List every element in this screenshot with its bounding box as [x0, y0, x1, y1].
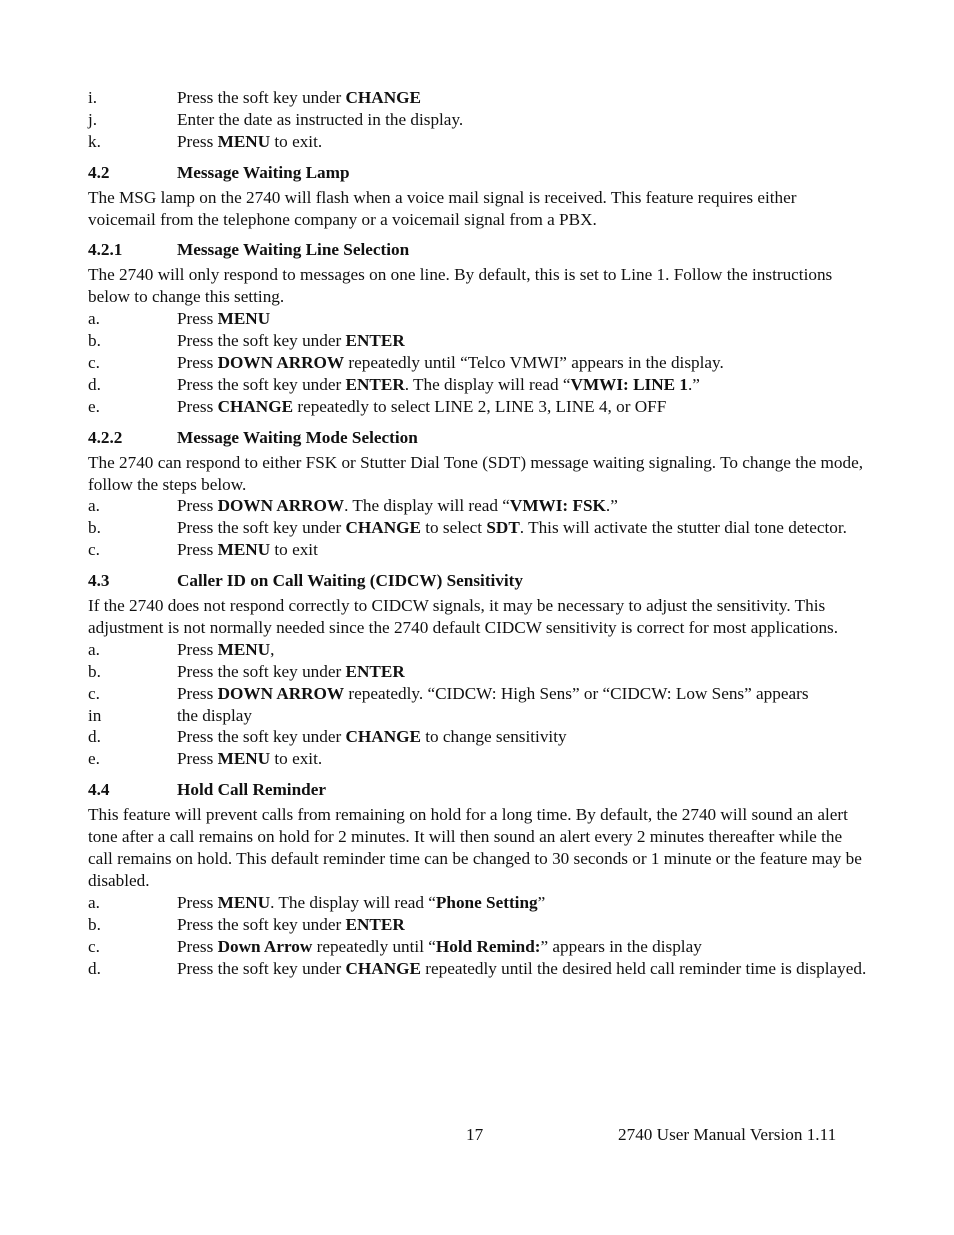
bold-term: VMWI: FSK [509, 496, 606, 516]
list-item [88, 661, 868, 683]
manual-version: 2740 User Manual Version 1.11 [618, 1125, 837, 1144]
bold-term: MENU [217, 309, 271, 329]
list-item-text [177, 705, 868, 727]
section-title: Hold Call Reminder [177, 780, 326, 800]
list-item [88, 539, 868, 561]
bold-term: CHANGE [345, 727, 421, 747]
bold-term: ENTER [345, 914, 405, 934]
list-item [88, 958, 868, 980]
section-heading [88, 239, 868, 261]
text-run: Press [177, 496, 218, 516]
list-item-text [177, 936, 868, 958]
list-item-label: b. [88, 661, 101, 681]
text-run: repeatedly to select LINE 2, LINE 3, LINE 4, or OFF [293, 396, 667, 416]
list-item-text [177, 131, 868, 153]
list-item [88, 396, 868, 418]
list-item-text [177, 726, 868, 748]
section-number: 4.3 [88, 571, 110, 591]
list-item-label: c. [88, 936, 100, 956]
list-item-label: d. [88, 727, 101, 747]
text-run: to select [420, 518, 487, 538]
list-item-text [177, 661, 868, 683]
list-item [88, 87, 868, 109]
list-item-label: a. [88, 309, 100, 329]
section-title: Message Waiting Line Selection [177, 240, 410, 260]
paragraph: The 2740 will only respond to messages on one line. By default, this is set to Line 1. Follow the instructions below to change this setting. [88, 265, 833, 307]
text-run: Press [177, 683, 218, 703]
section-title: Message Waiting Lamp [177, 162, 350, 182]
list-item [88, 352, 868, 374]
bold-term: MENU [217, 131, 271, 151]
text-run: to exit. [270, 749, 323, 769]
text-run: repeatedly. “CIDCW: High Sens” or “CIDCW: Low Sens” appears [344, 683, 809, 703]
list-item [88, 914, 868, 936]
list-item [88, 308, 868, 330]
text-run: , [270, 639, 275, 659]
section-title: Message Waiting Mode Selection [177, 427, 418, 447]
list-item [88, 330, 868, 352]
list-item [88, 892, 868, 914]
text-run: Press [177, 892, 218, 912]
list-item-text [177, 352, 868, 374]
section-heading [88, 779, 868, 801]
text-run: .” [605, 496, 618, 516]
list-item-text [177, 396, 868, 418]
text-run: Press the soft key under [177, 331, 346, 351]
list-item-text [177, 308, 868, 330]
bold-term: VMWI: LINE 1 [570, 374, 688, 394]
list-item-label: b. [88, 518, 101, 538]
list-item [88, 109, 868, 131]
page-number: 17 [466, 1125, 484, 1144]
list-item-label: c. [88, 540, 100, 560]
text-run: Enter the date as instructed in the display. [177, 109, 464, 129]
list-item [88, 726, 868, 748]
list-item [88, 705, 868, 727]
text-run: Press the soft key under [177, 727, 346, 747]
list-item-label: a. [88, 639, 100, 659]
section-heading [88, 162, 868, 184]
bold-term: CHANGE [345, 518, 421, 538]
list-item-text [177, 495, 868, 517]
list-item [88, 374, 868, 396]
list-item [88, 639, 868, 661]
text-run: the display [177, 705, 252, 725]
list-item-text [177, 639, 868, 661]
list-item [88, 748, 868, 770]
bold-term: CHANGE [345, 958, 421, 978]
section-number: 4.2 [88, 162, 110, 182]
text-run: Press the soft key under [177, 518, 346, 538]
list-item-label: c. [88, 683, 100, 703]
list-item-label: i. [88, 88, 98, 107]
text-run: Press [177, 352, 218, 372]
paragraph: The MSG lamp on the 2740 will flash when a voice mail signal is received. This feature requires either voicemail from the telephone company or a voicemail signal from a PBX. [88, 187, 797, 229]
list-item [88, 517, 868, 539]
text-run: . This will activate the stutter dial tone detector. [519, 518, 847, 538]
text-run: repeatedly until “Telco VMWI” appears in the display. [344, 352, 724, 372]
list-item [88, 683, 868, 705]
bold-term: DOWN ARROW [217, 496, 345, 516]
text-run: Press [177, 309, 218, 329]
text-run: repeatedly until “ [312, 936, 436, 956]
list-item-label: b. [88, 331, 101, 351]
list-item-label: c. [88, 352, 100, 372]
list-item [88, 495, 868, 517]
text-run: Press [177, 396, 218, 416]
bold-term: Phone Setting [435, 892, 538, 912]
list-item-text [177, 517, 868, 539]
list-item-text [177, 892, 868, 914]
text-run: Press the soft key under [177, 661, 346, 681]
text-run: Press the soft key under [177, 88, 346, 107]
list-item-text [177, 109, 868, 131]
bold-term: MENU [217, 749, 271, 769]
list-item-label: in [88, 705, 102, 725]
list-item-label: a. [88, 496, 100, 516]
document-body [88, 87, 868, 979]
paragraph: If the 2740 does not respond correctly to CIDCW signals, it may be necessary to adjust the sensitivity. This adjustment is not normally needed since the 2740 default CIDCW sensitivity is correct for most applications. [88, 596, 839, 637]
bold-term: MENU [217, 639, 271, 659]
list-item-text [177, 748, 868, 770]
bold-term: MENU [217, 892, 271, 912]
bold-term: DOWN ARROW [217, 352, 345, 372]
list-item-label: a. [88, 892, 100, 912]
list-item-label: e. [88, 396, 100, 416]
text-run: . The display will read “ [404, 374, 571, 394]
list-item-label: j. [88, 109, 98, 129]
text-run: to change sensitivity [420, 727, 567, 747]
list-item-label: d. [88, 374, 101, 394]
text-run: to exit. [270, 131, 323, 151]
bold-term: ENTER [345, 374, 405, 394]
list-item [88, 936, 868, 958]
section-heading [88, 570, 868, 592]
list-item-text [177, 683, 868, 705]
text-run: . The display will read “ [344, 496, 510, 516]
bold-term: CHANGE [217, 396, 294, 416]
list-item-text [177, 330, 868, 352]
bold-term: ENTER [345, 661, 405, 681]
text-run: Press the soft key under [177, 914, 346, 934]
list-item-text [177, 87, 868, 109]
list-item-label: e. [88, 749, 100, 769]
text-run: ” appears in the display [540, 936, 702, 956]
bold-term: SDT [486, 518, 520, 538]
list-item [88, 131, 868, 153]
bold-term: CHANGE [345, 88, 421, 107]
text-run: Press [177, 540, 218, 560]
section-number: 4.2.2 [88, 427, 123, 447]
bold-term: Hold Remind: [435, 936, 541, 956]
paragraph: This feature will prevent calls from remaining on hold for a long time. By default, the 2740 will sound an alert tone after a call remains on hold for 2 minutes. It will then sound an alert every 2 minutes thereafter while the call remains on hold. This default reminder time can be changed to 30 seconds or 1 minute or the feature may be disabled. [88, 805, 862, 890]
text-run: Press [177, 936, 218, 956]
text-run: Press the soft key under [177, 374, 346, 394]
section-number: 4.2.1 [88, 240, 123, 260]
text-run: Press [177, 131, 218, 151]
bold-term: ENTER [345, 331, 405, 351]
section-title: Caller ID on Call Waiting (CIDCW) Sensitivity [177, 571, 523, 591]
section-number: 4.4 [88, 780, 110, 800]
list-item-text [177, 914, 868, 936]
bold-term: Down Arrow [217, 936, 313, 956]
section-heading [88, 427, 868, 449]
list-item-text [177, 374, 868, 396]
text-run: Press [177, 639, 218, 659]
text-run: to exit [270, 540, 318, 560]
list-item-text [177, 539, 868, 561]
bold-term: MENU [217, 540, 271, 560]
text-run: .” [687, 374, 700, 394]
list-item-label: d. [88, 958, 101, 978]
list-item-label: k. [88, 131, 101, 151]
text-run: . The display will read “ [270, 892, 436, 912]
text-run: ” [537, 892, 546, 912]
text-run: repeatedly until the desired held call reminder time is displayed. [420, 958, 867, 978]
text-run: Press [177, 749, 218, 769]
text-run: Press the soft key under [177, 958, 346, 978]
paragraph: The 2740 can respond to either FSK or Stutter Dial Tone (SDT) message waiting signaling. To change the mode, follow the steps below. [88, 452, 864, 494]
list-item-text [177, 958, 868, 980]
bold-term: DOWN ARROW [217, 683, 345, 703]
list-item-label: b. [88, 914, 101, 934]
